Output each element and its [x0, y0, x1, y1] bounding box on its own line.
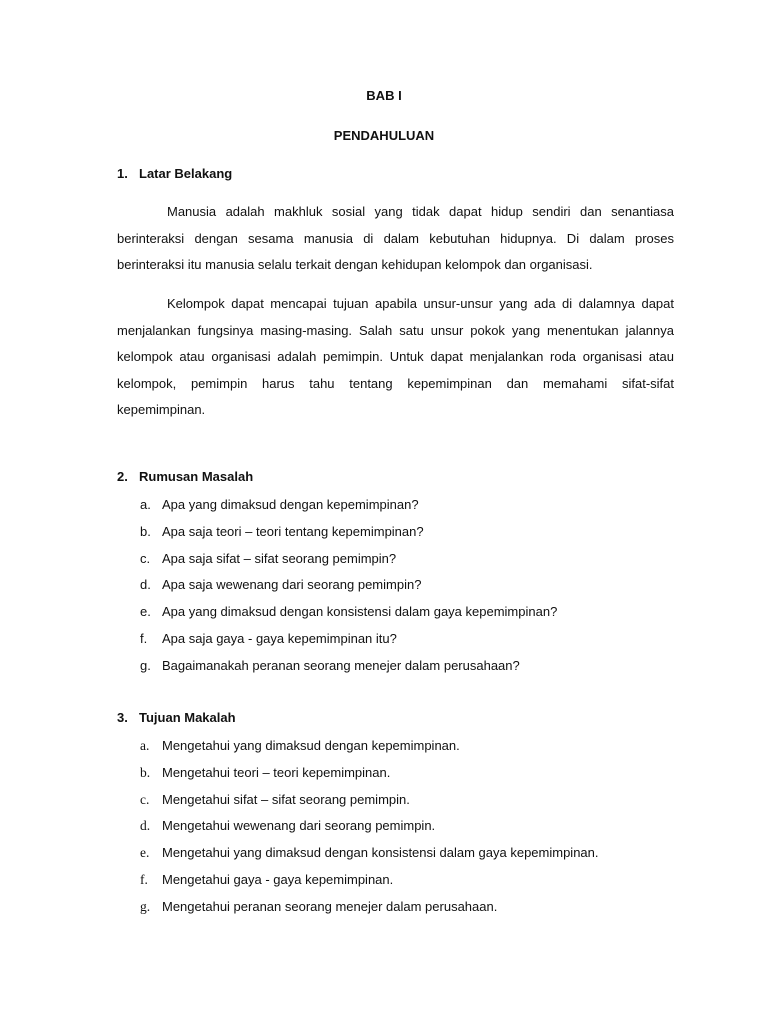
page-title: PENDAHULUAN: [333, 128, 435, 143]
section-number: 1.: [117, 166, 128, 181]
list-item: [140, 870, 599, 897]
list-text: Mengetahui yang dimaksud dengan kepemimpinan.: [162, 738, 460, 753]
section-number: 3.: [117, 710, 128, 725]
list-letter: b.: [140, 764, 151, 780]
question-list: [140, 495, 557, 683]
list-item: [140, 495, 557, 522]
list-text: Bagaimanakah peranan seorang menejer dalam perusahaan?: [162, 657, 520, 673]
list-text: Mengetahui peranan seorang menejer dalam perusahaan.: [162, 898, 498, 914]
list-item: [140, 763, 599, 790]
list-letter: e.: [140, 845, 150, 861]
list-item: [140, 549, 557, 576]
chapter-label: BAB I: [366, 88, 402, 103]
paragraph-text: Kelompok dapat mencapai tujuan apabila unsur-unsur yang ada di dalamnya dapat menjalankan fungsinya masing-masing. Salah satu unsur pokok yang menentukan jalannya kelompok atau organisasi adalah pemimpin. Untuk dapat menjalankan roda organisasi atau kelompok, pemimpin harus tahu tentang kepemimpinan dan memahami sifat-sifat kepemimpinan.: [117, 296, 674, 418]
list-text: Apa saja teori – teori tentang kepemimpinan?: [162, 523, 424, 539]
section-heading-rumusan-masalah: [117, 469, 253, 484]
list-item: [140, 736, 599, 763]
paragraph-text: Manusia adalah makhluk sosial yang tidak dapat hidup sendiri dan senantiasa berinteraksi dengan sesama manusia di dalam kebutuhan hidupnya. Di dalam proses berinteraksi itu manusia selalu terkait dengan kehidupan kelompok dan organisasi.: [117, 204, 674, 273]
list-letter: e.: [140, 604, 151, 620]
objective-list: [140, 736, 599, 924]
list-item: [140, 790, 599, 817]
section-heading-latar-belakang: [117, 166, 232, 181]
list-letter: f.: [140, 871, 148, 887]
list-letter: c.: [140, 791, 150, 807]
list-item: [140, 602, 557, 629]
paragraph: [117, 291, 674, 424]
list-item: [140, 629, 557, 656]
list-letter: a.: [140, 738, 150, 753]
list-letter: g.: [140, 657, 151, 673]
list-text: Mengetahui teori – teori kepemimpinan.: [162, 764, 391, 780]
list-text: Apa saja gaya - gaya kepemimpinan itu?: [162, 630, 397, 646]
list-text: Apa saja wewenang dari seorang pemimpin?: [162, 577, 422, 593]
list-text: Mengetahui gaya - gaya kepemimpinan.: [162, 871, 394, 887]
list-item: [140, 897, 599, 924]
list-letter: d.: [140, 818, 151, 834]
list-letter: b.: [140, 523, 151, 539]
list-letter: a.: [140, 497, 151, 512]
section-title: Latar Belakang: [139, 166, 233, 181]
list-text: Apa yang dimaksud dengan kepemimpinan?: [162, 497, 419, 512]
list-item: [140, 843, 599, 870]
list-text: Apa yang dimaksud dengan konsistensi dalam gaya kepemimpinan?: [162, 604, 558, 620]
section-number: 2.: [117, 469, 128, 484]
list-letter: g.: [140, 898, 151, 914]
paragraph: [117, 199, 674, 279]
list-letter: f.: [140, 630, 148, 646]
list-item: [140, 522, 557, 549]
list-text: Apa saja sifat – sifat seorang pemimpin?: [162, 550, 397, 566]
list-text: Mengetahui yang dimaksud dengan konsistensi dalam gaya kepemimpinan.: [162, 845, 599, 861]
list-item: [140, 575, 557, 602]
list-letter: d.: [140, 577, 151, 593]
section-heading-tujuan-makalah: [117, 710, 236, 725]
list-text: Mengetahui wewenang dari seorang pemimpin.: [162, 818, 436, 834]
list-item: [140, 656, 557, 683]
section-title: Rumusan Masalah: [139, 469, 254, 484]
list-letter: c.: [140, 550, 151, 566]
list-text: Mengetahui sifat – sifat seorang pemimpin.: [162, 791, 410, 807]
list-item: [140, 816, 599, 843]
section-title: Tujuan Makalah: [139, 710, 236, 725]
